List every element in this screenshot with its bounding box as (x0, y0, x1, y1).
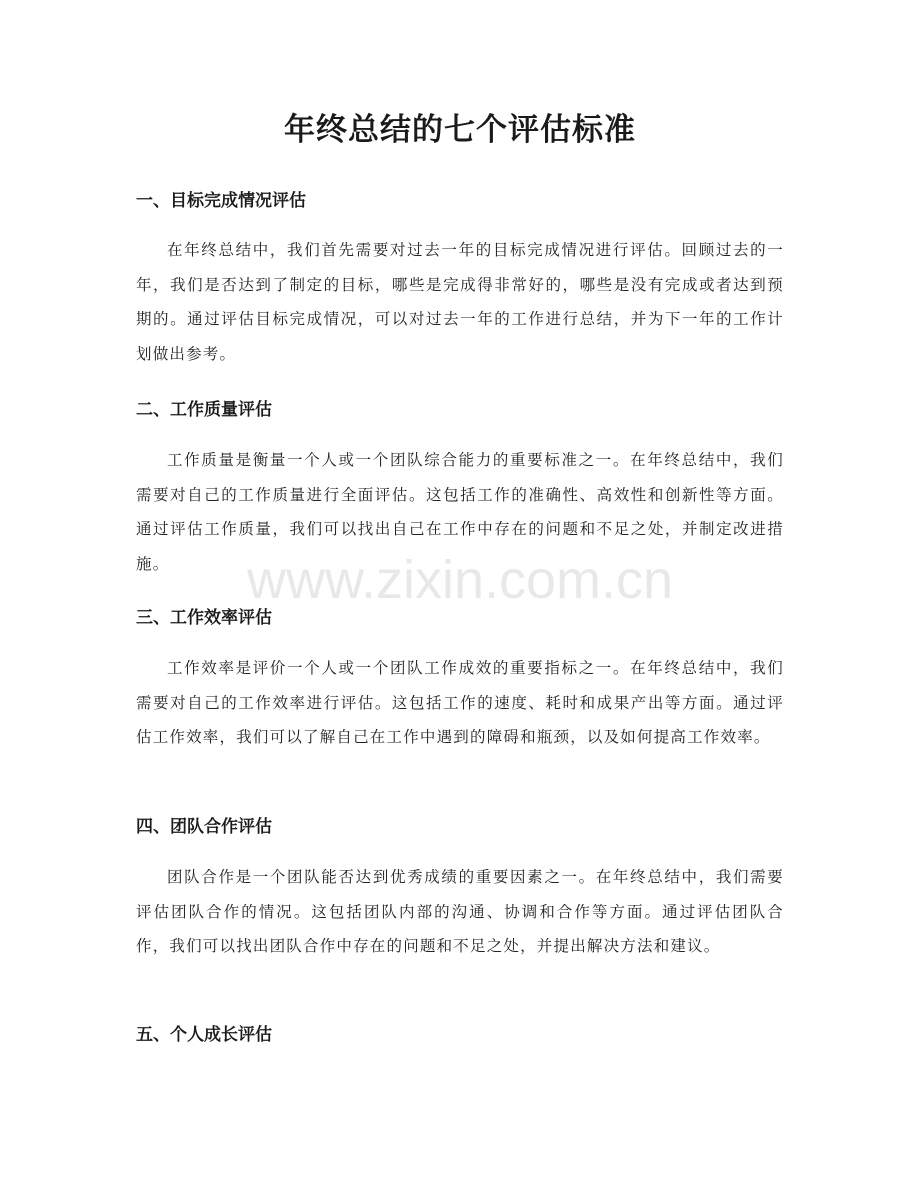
section-heading-4: 四、团队合作评估 (136, 817, 272, 837)
section-heading-2: 二、工作质量评估 (136, 400, 272, 420)
section-heading-5: 五、个人成长评估 (136, 1025, 272, 1045)
section-heading-1: 一、目标完成情况评估 (136, 191, 306, 211)
document-page (136, 0, 784, 1191)
section-paragraph-2: 工作质量是衡量一个人或一个团队综合能力的重要标准之一。在年终总结中，我们需要对自己的工作质量进行全面评估。这包括工作的准确性、高效性和创新性等方面。通过评估工作质量，我们可以找出自己在工作中存在的问题和不足之处，并制定改进措施。 (136, 451, 784, 573)
section-paragraph-1: 在年终总结中，我们首先需要对过去一年的目标完成情况进行评估。回顾过去的一年，我们是否达到了制定的目标，哪些是完成得非常好的，哪些是没有完成或者达到预期的。通过评估目标完成情况，可以对过去一年的工作进行总结，并为下一年的工作计划做出参考。 (136, 241, 784, 363)
section-heading-3: 三、工作效率评估 (136, 608, 272, 628)
section-paragraph-4: 团队合作是一个团队能否达到优秀成绩的重要因素之一。在年终总结中，我们需要评估团队合作的情况。这包括团队内部的沟通、协调和合作等方面。通过评估团队合作，我们可以找出团队合作中存在的问题和不足之处，并提出解决方法和建议。 (136, 868, 784, 955)
watermark-text: www.zixin.com.cn (246, 550, 674, 610)
section-paragraph-3: 工作效率是评价一个人或一个团队工作成效的重要指标之一。在年终总结中，我们需要对自己的工作效率进行评估。这包括工作的速度、耗时和成果产出等方面。通过评估工作效率，我们可以了解自己在工作中遇到的障碍和瓶颈，以及如何提高工作效率。 (136, 659, 784, 746)
document-title: 年终总结的七个评估标准 (284, 112, 636, 148)
